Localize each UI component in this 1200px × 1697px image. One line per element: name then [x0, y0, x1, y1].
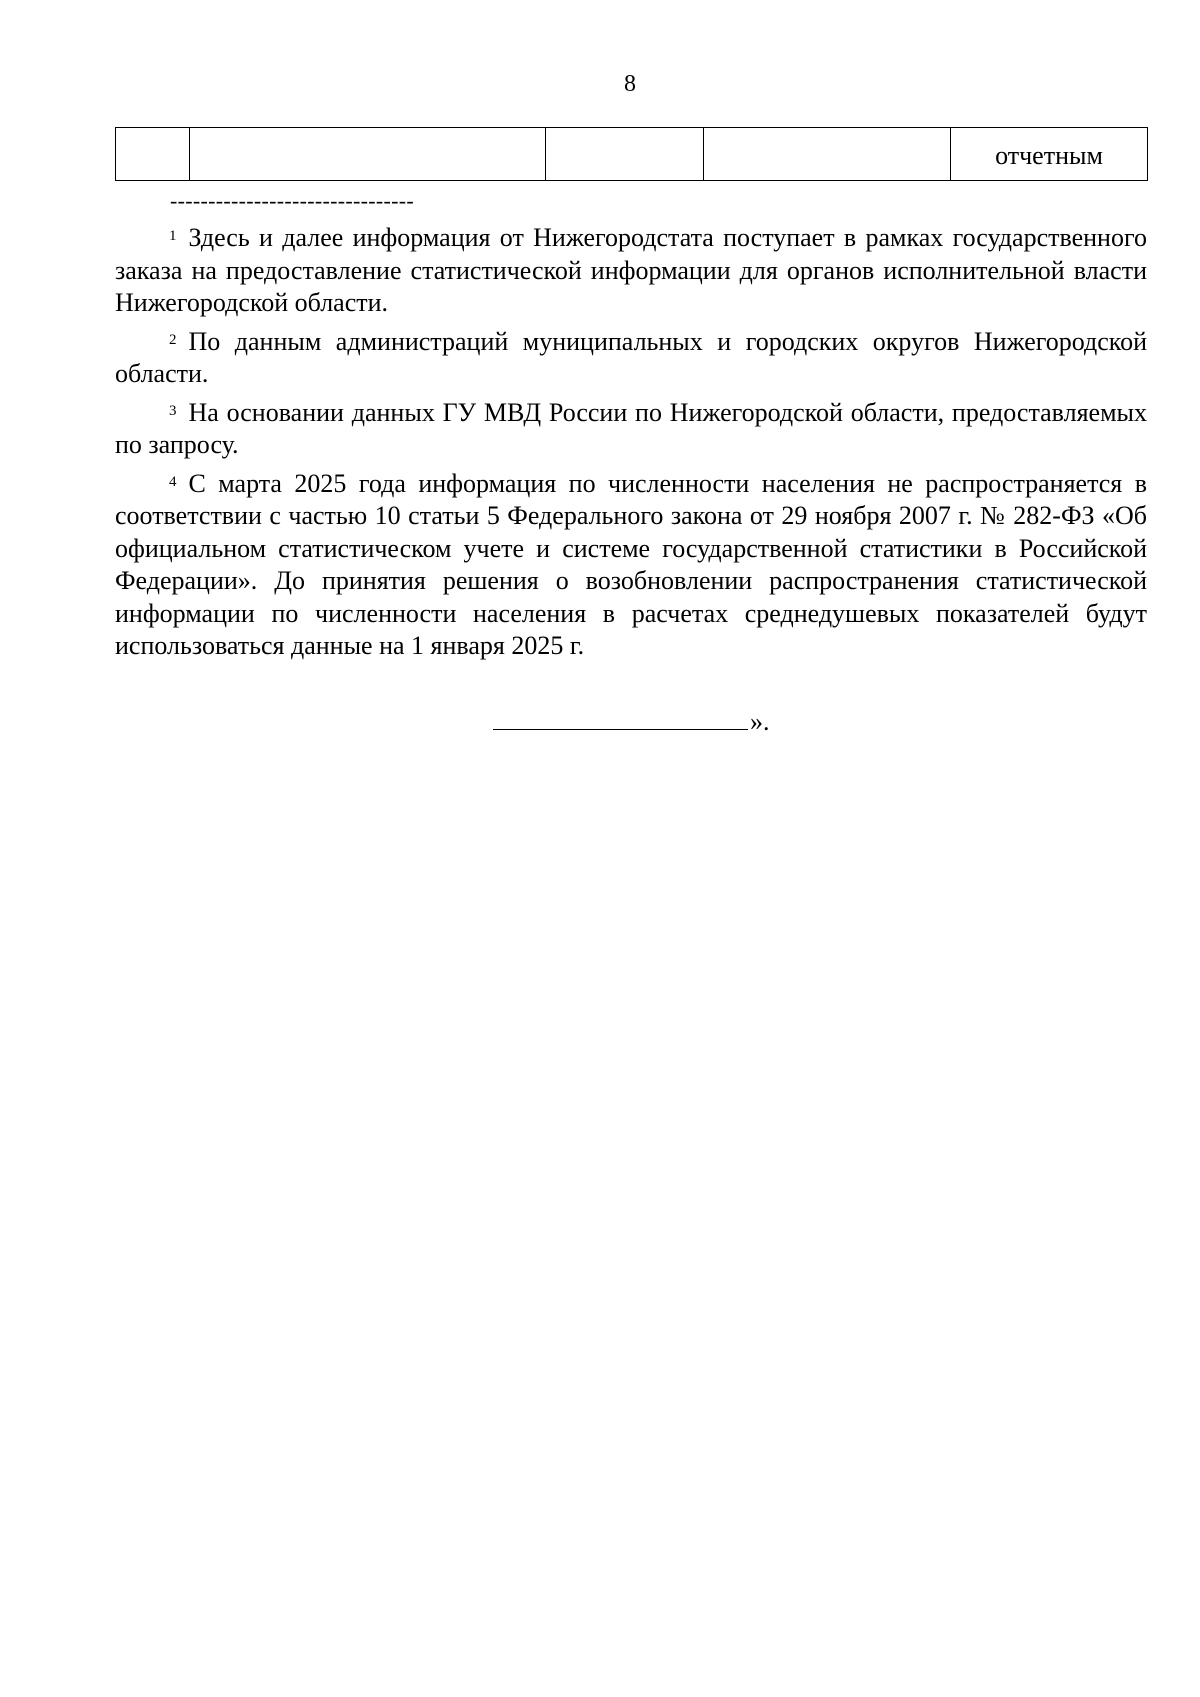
- table-cell: [546, 128, 704, 181]
- table-row: [116, 128, 1148, 181]
- footnote-3: [115, 397, 1147, 462]
- footnote-text: С марта 2025 года информация по численности населения не распространяется в соответствии с частью 10 статьи 5 Федерального закона от 29 ноября 2007 г. № 282-ФЗ «Об официальном статистическом учете и системе государственной статистики в Российской Федерации». До принятия решения о возобновлении распространения статистической информации по численности населения в расчетах среднедушевых показателей будут использоваться данные на 1 января 2025 г.: [115, 468, 1147, 660]
- footnote-marker: 1: [169, 228, 177, 244]
- closing-mark: [493, 705, 770, 738]
- footnote-separator: --------------------------------: [170, 188, 415, 213]
- footnote-text: На основании данных ГУ МВД России по Нижегородской области, предоставляемых по запросу.: [115, 397, 1147, 459]
- footnote-2: [115, 326, 1147, 391]
- table-cell: [116, 128, 190, 181]
- page-number: 8: [624, 71, 636, 97]
- footnote-text: Здесь и далее информация от Нижегородстата поступает в рамках государственного заказа на предоставление статистической информации для органов исполнительной власти Нижегородской области.: [115, 223, 1147, 317]
- table-cell: [190, 128, 546, 181]
- footnote-marker: 2: [169, 331, 177, 348]
- table-cell: отчетным: [951, 128, 1148, 181]
- closing-line: [493, 705, 748, 730]
- footnotes: [115, 222, 1147, 669]
- table-fragment: [115, 127, 1148, 181]
- closing-suffix: ».: [750, 707, 770, 736]
- footnote-marker: 4: [169, 473, 177, 490]
- table-cell: [704, 128, 951, 181]
- footnote-marker: 3: [169, 402, 177, 419]
- footnote-text: По данным администраций муниципальных и городских округов Нижегородской области.: [115, 326, 1147, 388]
- footnote-1: [115, 222, 1147, 320]
- footnote-4: [115, 468, 1147, 663]
